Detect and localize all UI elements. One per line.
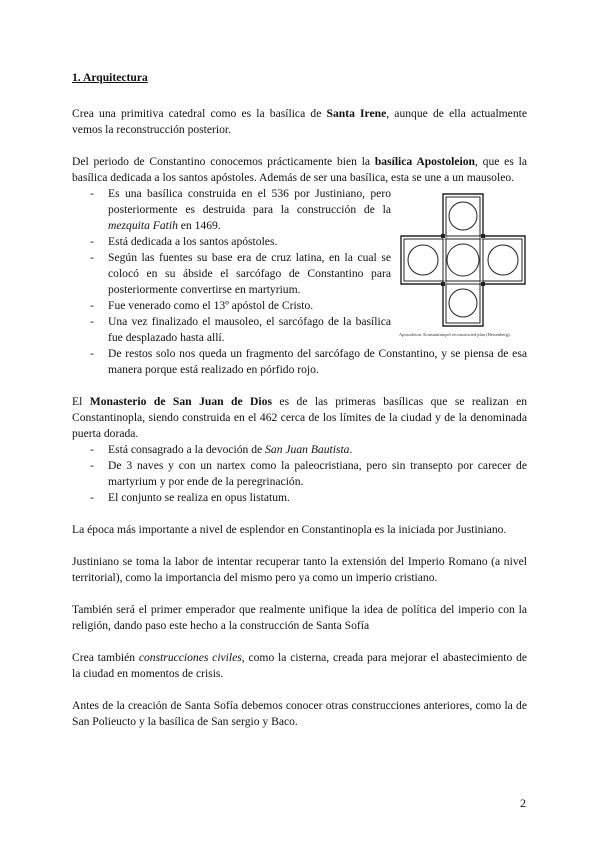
text: en 1469. <box>177 219 221 232</box>
page-number: 2 <box>520 796 526 810</box>
text: Crea una primitiva catedral como es la basílica de <box>72 107 327 120</box>
list-item: - Una vez finalizado el mausoleo, el sarcófago de la basílica fue desplazado hasta allí. <box>72 314 527 346</box>
paragraph-santa-sofia: Antes de la creación de Santa Sofía debemos conocer otras construcciones anteriores, como la de San Polieucto y la basílica de San sergio y Baco. <box>72 699 527 728</box>
bold-term: basílica Apostoleion <box>374 155 475 168</box>
list-item <box>72 442 527 458</box>
paragraph-apostoleion <box>72 154 527 186</box>
list-item: - Según las fuentes su base era de cruz latina, en la cual se colocó en su ábside el sarcófago de Constantino para posteriormente convertirse en martyrium. <box>72 250 527 298</box>
paragraph-emperador: También será el primer emperador que realmente unifique la idea de política del imperio con la religión, dando paso este hecho a la construcción de Santa Sofía <box>72 603 527 632</box>
page-content <box>72 70 527 746</box>
list-item: - Está dedicada a los santos apóstoles. <box>72 234 527 250</box>
italic-term: construcciones civiles <box>138 651 242 664</box>
section-heading: 1. Arquitectura <box>72 71 148 84</box>
text: , que es la basílica dedicada a los santos apóstoles. Además de ser una basílica, esta se une a un mausoleo. <box>72 155 527 184</box>
san-juan-list <box>72 442 527 506</box>
paragraph-santa-irene <box>72 106 527 138</box>
list-item <box>72 186 527 234</box>
text: . <box>349 443 353 456</box>
list-item: - El conjunto se realiza en opus listatum. <box>72 490 527 506</box>
text: es de las primeras basílicas que se realizan en Constantinopla, siendo construida en el 462 cerca de los límites de la ciudad y de la denominada puerta dorada. <box>72 395 528 440</box>
text: Está consagrado a la devoción de <box>108 443 266 456</box>
text: , aunque de ella actualmente vemos la reconstrucción posterior. <box>72 107 527 136</box>
apostoleion-list <box>72 186 527 378</box>
paragraph-justiniano-era: La época más importante a nivel de esplendor en Constantinopla es la iniciada por Justiniano. <box>72 523 507 536</box>
text: , como la cisterna, creada para mejorar el abastecimiento de la ciudad en momentos de crisis. <box>72 651 528 680</box>
figure-caption: Apostoleion. Konstantinopel reconstructed plan (Heisenberg). <box>399 332 511 337</box>
text: Del periodo de Constantino conocemos prácticamente bien la <box>72 155 375 168</box>
italic-term: mezquita Fatih <box>108 219 178 232</box>
list-item: - Fue venerado como el 13º apóstol de Cristo. <box>72 298 527 314</box>
bold-term: Santa Irene <box>326 107 387 120</box>
text: El <box>72 395 90 408</box>
list-item: - De restos solo nos queda un fragmento del sarcófago de Constantino, y se piensa de esa manera porque está realizado en pórfido rojo. <box>72 346 527 378</box>
italic-term: San Juan Bautista <box>265 443 350 456</box>
list-item: - De 3 naves y con un nartex como la paleocristiana, pero sin transepto por carecer de martyrium y por ende de la peregrinación. <box>72 458 527 490</box>
paragraph-construcciones-civiles <box>72 650 527 682</box>
bold-term: Monasterio de San Juan de Dios <box>89 395 272 408</box>
text: Crea también <box>72 651 139 664</box>
paragraph-san-juan <box>72 394 527 442</box>
text: Es una basílica construida en el 536 por Justiniano, pero posteriormente es destruida para la construcción de la <box>108 187 391 216</box>
paragraph-justiniano-labor: Justiniano se toma la labor de intentar recuperar tanto la extensión del Imperio Romano (a nivel territorial), como la importancia del mismo pero ya como un imperio cristiano. <box>72 555 527 584</box>
